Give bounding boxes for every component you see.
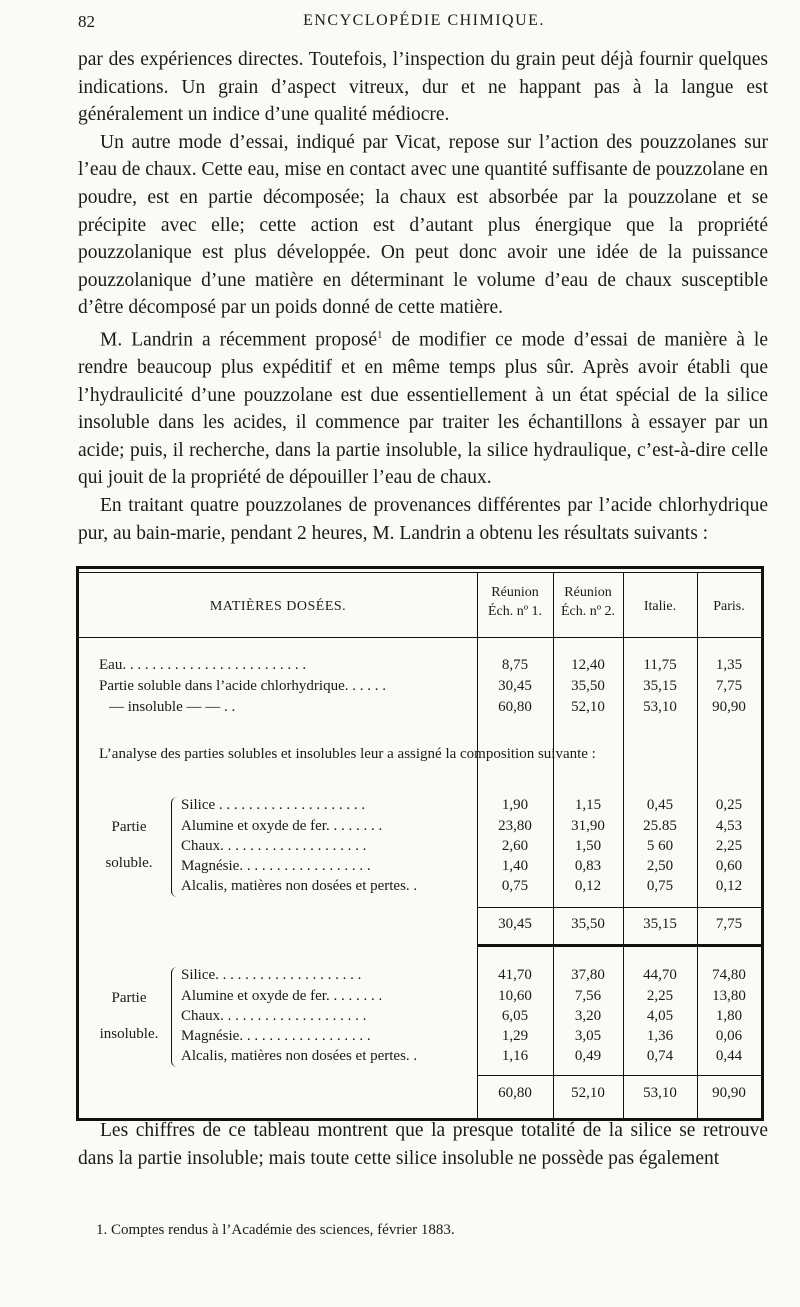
cell: 35,15: [643, 916, 677, 932]
cell: 2,25: [715, 838, 743, 854]
footnote-marker: 1: [377, 328, 383, 341]
cell: 1,90: [501, 797, 529, 813]
cell: 37,80: [571, 967, 605, 983]
table-row: [79, 818, 761, 839]
cell: 1,80: [715, 1008, 743, 1024]
total-row: [79, 1085, 761, 1106]
total-row: [79, 916, 761, 937]
cell: 1,16: [501, 1048, 529, 1064]
cell: 7,56: [574, 988, 602, 1004]
cell: 10,60: [498, 988, 532, 1004]
table-header-label: MATIÈRES DOSÉES.: [209, 599, 347, 614]
cell: 0,12: [574, 878, 602, 894]
cell: 6,05: [501, 1008, 529, 1024]
col-header-1-line2: Éch. nº 1.: [487, 604, 543, 619]
col-header-2: [553, 583, 623, 621]
row-label: Chaux. . . . . . . . . . . . . . . . . . . .: [181, 838, 367, 854]
paragraph-4: En traitant quatre pouzzolanes de provenances différentes par l’acide chlorhydrique pur, au bain-marie, pendant 2 heures, M. Landrin a obtenu les résultats suivants :: [78, 495, 768, 544]
cell: 53,10: [643, 1085, 677, 1101]
soluble-label-line1: Partie: [111, 819, 147, 835]
table-row: [79, 678, 761, 699]
cell: 0,45: [646, 797, 674, 813]
subtotal-rule: [477, 907, 761, 908]
col-header-4: Paris.: [713, 599, 745, 614]
row-label: Alumine et oxyde de fer. . . . . . . .: [181, 988, 383, 1004]
header-title: ENCYCLOPÉDIE CHIMIQUE.: [303, 12, 545, 29]
cell: 23,80: [498, 818, 532, 834]
footnote: 1. Comptes rendus à l’Académie des sciences, février 1883.: [96, 1222, 455, 1238]
row-label: Magnésie. . . . . . . . . . . . . . . . . .: [181, 858, 371, 874]
cell: 0,75: [501, 878, 529, 894]
table-row: [79, 797, 761, 818]
cell: 30,45: [498, 916, 532, 932]
cell: 35,15: [643, 678, 677, 694]
col-header-2-line2: Éch. nº 2.: [560, 604, 616, 619]
cell: 25.85: [643, 818, 677, 834]
cell: 4,05: [646, 1008, 674, 1024]
row-label: Silice . . . . . . . . . . . . . . . . . . . .: [181, 797, 366, 813]
col-header-1-line1: Réunion: [491, 585, 539, 600]
cell: 2,50: [646, 858, 674, 874]
cell: 0,49: [574, 1048, 602, 1064]
row-label: — insoluble — — . .: [109, 699, 236, 715]
cell: 0,83: [574, 858, 602, 874]
cell: 0,60: [715, 858, 743, 874]
cell: 5 60: [646, 838, 674, 854]
table-row: [79, 967, 761, 988]
row-label: Partie soluble dans l’acide chlorhydrique. . . . . .: [99, 678, 387, 694]
cell: 0,75: [646, 878, 674, 894]
cell: 3,05: [574, 1028, 602, 1044]
header-rule: [79, 637, 761, 638]
cell: 60,80: [498, 699, 532, 715]
cell: 2,25: [646, 988, 674, 1004]
cell: 12,40: [571, 657, 605, 673]
cell: 35,50: [571, 916, 605, 932]
row-label: Alumine et oxyde de fer. . . . . . . .: [181, 818, 383, 834]
cell: 1,40: [501, 858, 529, 874]
results-table: [76, 566, 764, 1121]
running-head: [78, 12, 770, 34]
row-label: Alcalis, matières non dosées et pertes. .: [181, 878, 418, 894]
cell: 35,50: [571, 678, 605, 694]
cell: 90,90: [712, 699, 746, 715]
cell: 4,53: [715, 818, 743, 834]
col-header-1: [477, 583, 553, 621]
paragraph-3-rest: de modifier ce mode d’essai de manière à le rendre beaucoup plus expéditif et en même temps plus sûr. Après avoir établi que l’hydraulicité d’une pouzzolane est due essentiellement à un état spécial de la silice insoluble dans les acides, il commence par traiter les échantillons à essayer par un acide; puis, il recherche, dans la partie insoluble, la silice hydraulique, c’est-à-dire celle qui jouit de la propriété de dépouiller l’eau de chaux.: [78, 329, 769, 489]
cell: 1,36: [646, 1028, 674, 1044]
page-number: 82: [78, 12, 95, 31]
cell: 74,80: [712, 967, 746, 983]
cell: 60,80: [498, 1085, 532, 1101]
row-label: Eau. . . . . . . . . . . . . . . . . . . . . . . . .: [99, 657, 307, 673]
col-header-3: Italie.: [643, 599, 677, 614]
cell: 0,25: [715, 797, 743, 813]
paragraph-1: par des expériences directes. Toutefois, l’inspection du grain peut déjà fournir quelques indications. Un grain d’aspect vitreux, dur et ne happant pas à la langue est généralement un indice d’une qualité médiocre.: [78, 49, 768, 126]
table-row: [79, 988, 761, 1009]
cell: 0,44: [715, 1048, 743, 1064]
paragraph-2: Un autre mode d’essai, indiqué par Vicat, repose sur l’action des pouzzolanes sur l’eau de chaux. Cette eau, mise en contact avec une quantité suffisante de pouzzolane en poudre, est en partie décomposée; la chaux est absorbée par la pouzzolane et se précipite avec elle; cette action est d’autant plus énergique que la propriété pouzzolanique est plus développée. On peut donc avoir une idée de la puissance pouzzolanique d’une matière en déterminant le volume d’eau de chaux susceptible d’être décomposé par un poids donné de cette matière.: [78, 131, 768, 319]
cell: 1,50: [574, 838, 602, 854]
subtotal-rule: [477, 1075, 761, 1076]
table-row: [79, 878, 761, 899]
table-row: [79, 657, 761, 678]
cell: 13,80: [712, 988, 746, 1004]
cell: 52,10: [571, 1085, 605, 1101]
cell: 53,10: [643, 699, 677, 715]
table-row: [79, 838, 761, 859]
cell: 2,60: [501, 838, 529, 854]
row-label: Silice. . . . . . . . . . . . . . . . . . . .: [181, 967, 362, 983]
soluble-label-line2: soluble.: [105, 855, 153, 871]
cell: 1,15: [574, 797, 602, 813]
col-header-2-line1: Réunion: [564, 585, 612, 600]
row-label: Alcalis, matières non dosées et pertes. .: [181, 1048, 418, 1064]
paragraph-3: [78, 322, 768, 492]
closing-paragraph: Les chiffres de ce tableau montrent que la presque totalité de la silice se retrouve dans la partie insoluble; mais toute cette silice insoluble ne possède pas également: [78, 1120, 768, 1169]
analysis-caption: L’analyse des parties solubles et insolubles leur a assigné la composition suivante :: [99, 746, 596, 762]
cell: 31,90: [571, 818, 605, 834]
table-row: [79, 1028, 761, 1049]
total-rule: [477, 944, 761, 947]
insoluble-label-line2: insoluble.: [99, 1026, 159, 1042]
cell: 41,70: [498, 967, 532, 983]
body-text: [78, 46, 768, 547]
row-label: Chaux. . . . . . . . . . . . . . . . . . . .: [181, 1008, 367, 1024]
cell: 0,74: [646, 1048, 674, 1064]
cell: 1,29: [501, 1028, 529, 1044]
cell: 44,70: [643, 967, 677, 983]
paragraph-3-start: M. Landrin a récemment proposé: [100, 329, 378, 351]
cell: 8,75: [501, 657, 529, 673]
cell: 0,06: [715, 1028, 743, 1044]
cell: 30,45: [498, 678, 532, 694]
insoluble-label-line1: Partie: [111, 990, 147, 1006]
closing-text: [78, 1117, 768, 1172]
table-row: [79, 858, 761, 879]
cell: 0,12: [715, 878, 743, 894]
table-row: [79, 699, 761, 720]
table-row: [79, 1048, 761, 1069]
table-row: [79, 1008, 761, 1029]
row-label: Magnésie. . . . . . . . . . . . . . . . . .: [181, 1028, 371, 1044]
cell: 7,75: [715, 916, 743, 932]
cell: 7,75: [715, 678, 743, 694]
cell: 52,10: [571, 699, 605, 715]
cell: 90,90: [712, 1085, 746, 1101]
cell: 1,35: [715, 657, 743, 673]
cell: 3,20: [574, 1008, 602, 1024]
cell: 11,75: [643, 657, 677, 673]
